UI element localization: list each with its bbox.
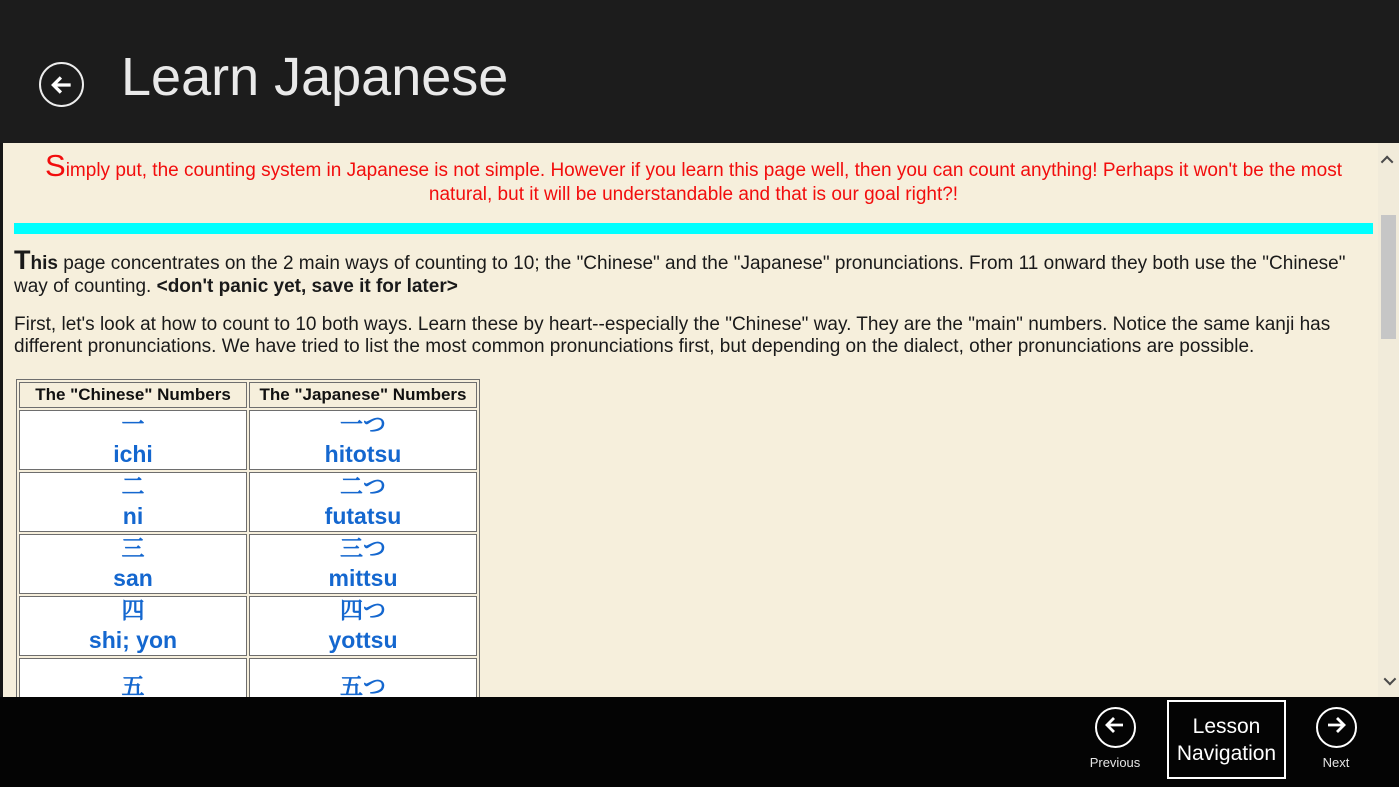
kanji-text: 四つ [340, 598, 386, 624]
kanji-text: 三 [121, 536, 145, 562]
lesson-navigation-button[interactable] [1167, 700, 1286, 779]
romaji-text: ichi [113, 441, 153, 467]
romaji-text: hitotsu [324, 441, 402, 467]
numbers-table [16, 379, 480, 697]
app-header [0, 0, 1399, 143]
para1-lead-bold: his [30, 253, 58, 274]
chinese-numbers-header: The "Chinese" Numbers [19, 382, 247, 408]
scroll-down-button[interactable] [1378, 669, 1399, 691]
arrow-left-icon [1103, 713, 1127, 742]
lesson-content [0, 143, 1399, 697]
number-cell [249, 658, 477, 697]
previous-circle [1095, 707, 1136, 748]
kanji-text: 五 [121, 674, 145, 697]
romaji-text: mittsu [328, 565, 398, 591]
back-arrow-icon [49, 72, 75, 98]
previous-label: Previous [1089, 755, 1141, 770]
number-cell [249, 596, 477, 656]
scrollbar-thumb[interactable] [1381, 215, 1396, 339]
table-row [19, 472, 477, 532]
back-button[interactable] [39, 62, 84, 107]
scroll-up-button[interactable] [1378, 149, 1399, 171]
romaji-text: yottsu [328, 627, 398, 653]
intro-paragraph [14, 148, 1373, 207]
romaji-text: san [113, 565, 153, 591]
cyan-divider [14, 223, 1373, 234]
romaji-text: futatsu [324, 503, 402, 529]
japanese-numbers-header: The "Japanese" Numbers [249, 382, 477, 408]
para1-body: page concentrates on the 2 main ways of counting to 10; the "Chinese" and the "Japanese" pronunciations. From 11 onward they both use the "Chinese" way of counting. [14, 253, 1346, 297]
kanji-text: 二 [121, 474, 145, 500]
intro-drop-cap: S [45, 148, 66, 183]
arrow-right-icon [1324, 713, 1348, 742]
para1-drop-cap: T [14, 245, 31, 275]
previous-button[interactable] [1080, 707, 1150, 770]
lesson-nav-line2: Navigation [1176, 741, 1277, 765]
next-label: Next [1322, 755, 1350, 770]
numbers-table-body [19, 410, 477, 697]
chevron-down-icon [1384, 672, 1397, 685]
kanji-text: 二つ [340, 474, 386, 500]
table-row [19, 410, 477, 470]
vertical-scrollbar[interactable] [1378, 143, 1399, 697]
romaji-text: ni [122, 503, 144, 529]
kanji-text: 四 [121, 598, 145, 624]
romaji-text: shi; yon [88, 627, 178, 653]
counting-paragraph [14, 245, 1373, 298]
kanji-text: 一 [121, 412, 145, 438]
number-cell [249, 410, 477, 470]
table-row [19, 658, 477, 697]
number-cell [19, 658, 247, 697]
number-cell [19, 410, 247, 470]
bottom-app-bar [0, 697, 1399, 787]
table-row [19, 596, 477, 656]
learn-paragraph: First, let's look at how to count to 10 both ways. Learn these by heart--especially the "Chinese" way. They are the "main" numbers. Notice the same kanji has different pronunciations. We have tried to list the most common pronunciations first, but depending on the dialect, other pronunciations are possible. [14, 314, 1331, 357]
number-cell [249, 472, 477, 532]
table-header-row [19, 382, 477, 408]
lesson-nav-line1: Lesson [1192, 714, 1261, 738]
intro-text: imply put, the counting system in Japanese is not simple. However if you learn this page well, then you can count anything! Perhaps it won't be the most natural, but it will be understandable and that is our goal right?! [65, 160, 1342, 205]
number-cell [19, 596, 247, 656]
number-cell [19, 534, 247, 594]
next-circle [1316, 707, 1357, 748]
kanji-text: 一つ [340, 412, 386, 438]
page-title: Learn Japanese [121, 47, 509, 107]
number-cell [19, 472, 247, 532]
next-button[interactable] [1301, 707, 1371, 770]
chevron-up-icon [1381, 155, 1394, 168]
number-cell [249, 534, 477, 594]
kanji-text: 三つ [340, 536, 386, 562]
para1-tail-bold: <don't panic yet, save it for later> [156, 276, 458, 297]
table-row [19, 534, 477, 594]
kanji-text: 五つ [340, 674, 386, 697]
